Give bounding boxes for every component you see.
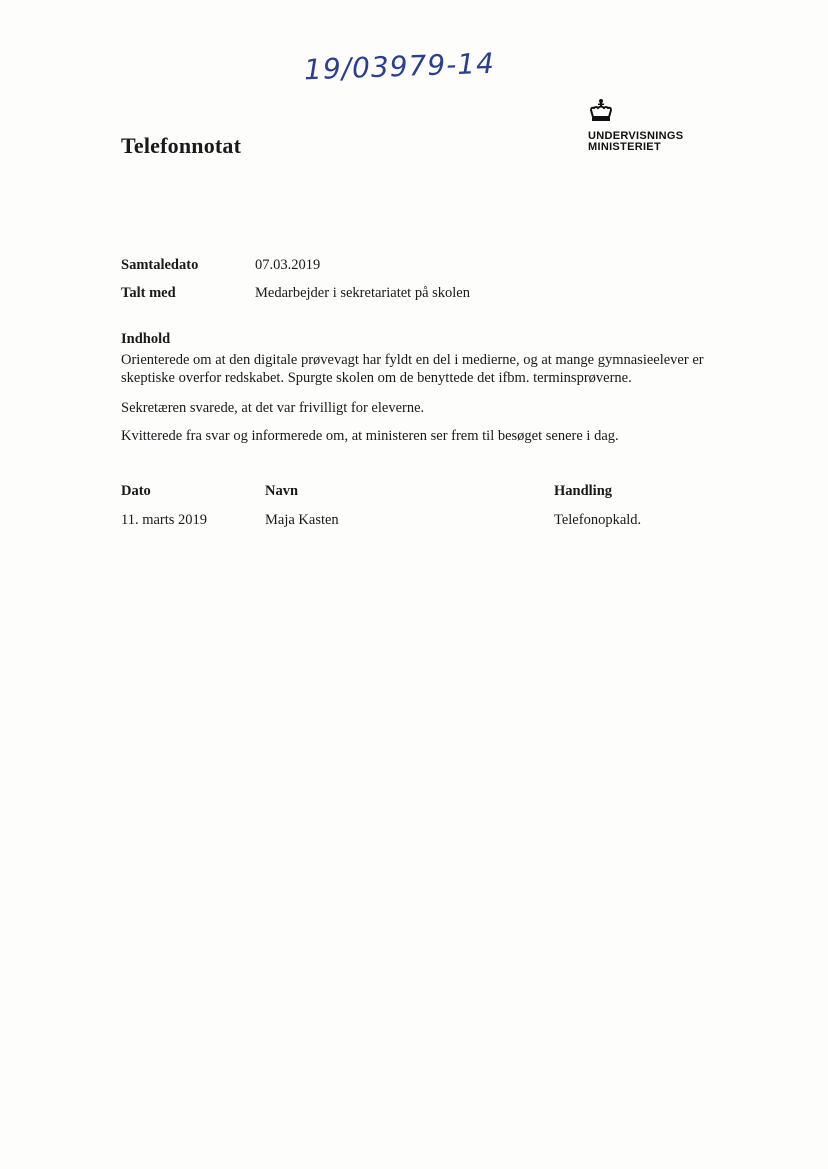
talked-with-value: Medarbejder i sekretariatet på skolen — [255, 285, 470, 301]
ministry-name — [588, 131, 683, 153]
log-row-date: 11. marts 2019 — [121, 512, 208, 528]
content-paragraph: Orienterede om at den digitale prøvevagt har fyldt en del i medierne, og at mange gymnasieelever er skeptiske overfor redskabet. Spurgte skolen om de benyttede det ifbm. terminsprøverne. — [121, 352, 704, 386]
conversation-date-label: Samtaledato — [121, 257, 199, 273]
document-title: Telefonnotat — [121, 133, 242, 158]
content-paragraph: Kvitterede fra svar og informerede om, at ministeren ser frem til besøget senere i dag. — [121, 428, 619, 444]
case-number-handwritten: 19/03979-14 — [303, 46, 496, 87]
log-row-name: Maja Kasten — [265, 512, 339, 528]
ministry-name-line2: MINISTERIET — [588, 141, 661, 153]
ministry-name-line1: UNDERVISNINGS — [588, 130, 684, 142]
log-header-date: Dato — [121, 483, 151, 499]
content-paragraph: Sekretæren svarede, at det var frivilligt for eleverne. — [121, 400, 425, 416]
crown-icon — [588, 98, 614, 126]
log-header-action: Handling — [554, 483, 613, 499]
log-header-name: Navn — [265, 483, 299, 499]
log-row-action: Telefonopkald. — [554, 512, 642, 528]
content-heading: Indhold — [121, 331, 171, 347]
conversation-date-value: 07.03.2019 — [255, 257, 321, 273]
talked-with-label: Talt med — [121, 285, 176, 301]
